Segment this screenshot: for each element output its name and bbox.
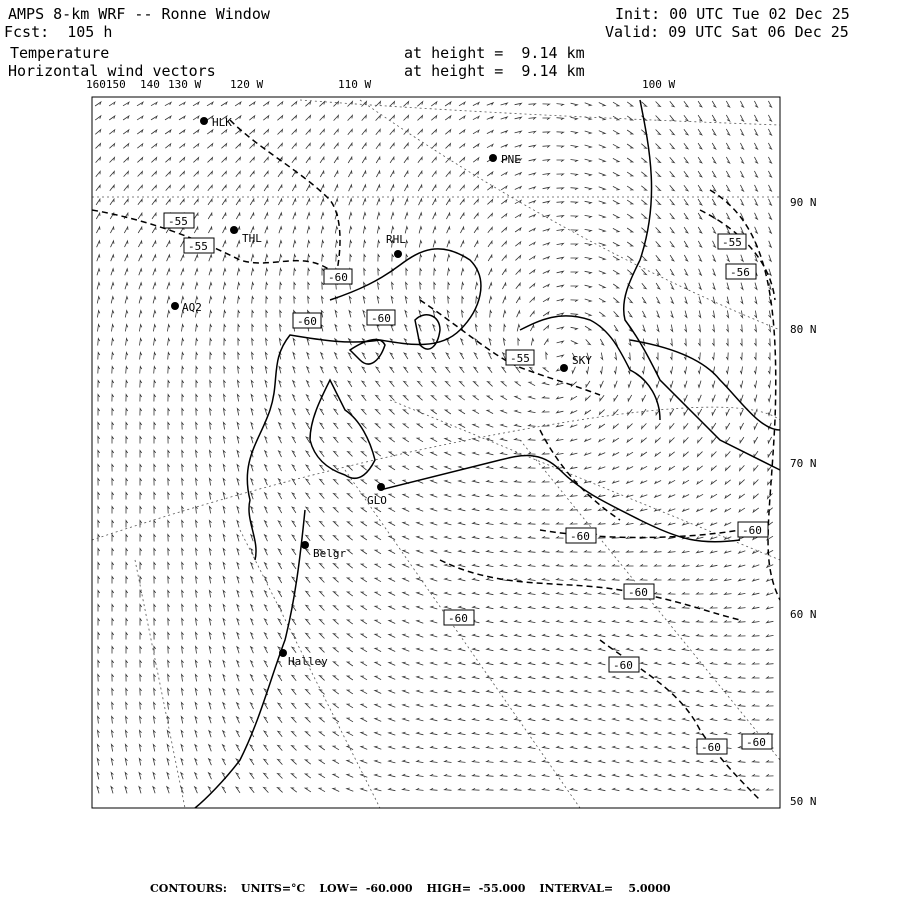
contour-label-box — [726, 264, 756, 279]
lon-label-120w: 120 W — [230, 78, 264, 91]
contour-label-box — [367, 310, 395, 325]
station-dot-sky — [560, 364, 568, 372]
station-dot-aq2 — [171, 302, 179, 310]
svg-text:-60: -60 — [297, 315, 317, 328]
contour-label-box — [718, 234, 746, 249]
svg-text:-55: -55 — [188, 240, 208, 253]
lat-label-70n: 70 N — [790, 457, 817, 470]
contour-label-box — [184, 238, 214, 253]
contour-label-box — [609, 657, 639, 672]
lat-label-90n: 90 N — [790, 196, 817, 209]
contour-label-box — [506, 350, 534, 365]
svg-text:-60: -60 — [742, 524, 762, 537]
wind-vectors-path — [95, 101, 773, 794]
temperature-height: at height = 9.14 km — [404, 44, 585, 62]
lon-label-110w: 110 W — [338, 78, 372, 91]
svg-text:-56: -56 — [730, 266, 750, 279]
station-label-hlk: HLK — [212, 116, 232, 129]
contour-label-box — [697, 739, 727, 754]
svg-text:-60: -60 — [328, 271, 348, 284]
station-label-thl: THL — [242, 232, 262, 245]
graticule-meridian-a — [135, 560, 185, 808]
contour-label-box — [164, 213, 194, 228]
coastline-ronne-front — [247, 249, 481, 560]
field-wind-label: Horizontal wind vectors — [8, 62, 216, 80]
forecast-hour: Fcst: 105 h — [4, 23, 113, 41]
station-dot-glo — [377, 483, 385, 491]
contour-info-footer — [150, 882, 685, 895]
svg-text:-60: -60 — [628, 586, 648, 599]
svg-text:-60: -60 — [613, 659, 633, 672]
footer-contours: CONTOURS: — [150, 882, 227, 895]
svg-text:-60: -60 — [371, 312, 391, 325]
init-time: Init: 00 UTC Tue 02 Dec 25 — [615, 5, 850, 23]
graticule-meridian-d — [520, 440, 780, 760]
svg-text:-60: -60 — [448, 612, 468, 625]
contour-label-box — [324, 269, 352, 284]
temperature-contours — [92, 120, 780, 800]
contour-55-east — [700, 210, 775, 300]
station-label-rhl: RHL — [386, 233, 406, 246]
coastline-antarctic-peninsula — [624, 100, 780, 470]
graticule — [92, 100, 780, 808]
station-label-aq2: AQ2 — [182, 301, 202, 314]
coastline-peninsula-base — [520, 316, 660, 420]
lat-label-80n: 80 N — [790, 323, 817, 336]
station-label-glo: GLO — [367, 494, 387, 507]
station-label-pne: PNE — [501, 153, 521, 166]
contour-label-box — [566, 528, 596, 543]
station-dot-pne — [489, 154, 497, 162]
svg-text:-60: -60 — [570, 530, 590, 543]
footer-low: LOW= -60.000 — [319, 882, 413, 895]
contour-label-box — [444, 610, 474, 625]
wind-vector-field — [95, 101, 773, 794]
station-label-halley: Halley — [288, 655, 328, 668]
contour-label-box — [293, 313, 321, 328]
graticule-parallel-c — [360, 100, 780, 330]
contour-60-south — [440, 560, 740, 620]
footer-high: HIGH= -55.000 — [426, 882, 526, 895]
lon-label-130w: 130 W — [168, 78, 202, 91]
svg-text:-55: -55 — [510, 352, 530, 365]
graticule-meridian-c — [345, 470, 580, 808]
stations — [171, 117, 568, 657]
svg-text:-55: -55 — [722, 236, 742, 249]
contour-label-box — [742, 734, 772, 749]
lat-label-50n: 50 N — [790, 795, 817, 808]
svg-text:-55: -55 — [168, 215, 188, 228]
lon-label-140: 140 — [140, 78, 160, 91]
svg-text:-60: -60 — [701, 741, 721, 754]
station-dot-thl — [230, 226, 238, 234]
station-labels — [182, 116, 592, 668]
lon-label-160-150: 160150 — [86, 78, 126, 91]
graticule-parallel-b — [300, 100, 780, 125]
coastlines — [195, 100, 780, 808]
wind-height: at height = 9.14 km — [404, 62, 585, 80]
contour-label-box — [624, 584, 654, 599]
station-label-belgr: Belgr — [313, 547, 347, 560]
station-dot-rhl — [394, 250, 402, 258]
coastline-peninsula-islands — [630, 340, 780, 430]
map-title: AMPS 8-km WRF -- Ronne Window — [8, 5, 270, 23]
lat-label-60n: 60 N — [790, 608, 817, 621]
contour-60-inner — [540, 430, 620, 520]
lon-label-100w: 100 W — [642, 78, 676, 91]
station-dot-halley — [279, 649, 287, 657]
station-label-sky: SKY — [572, 354, 592, 367]
svg-text:-60: -60 — [746, 736, 766, 749]
coastline-small-island — [350, 340, 385, 364]
valid-time: Valid: 09 UTC Sat 06 Dec 25 — [605, 23, 849, 41]
graticule-meridian-b — [240, 530, 380, 808]
footer-interval: INTERVAL= 5.0000 — [539, 882, 671, 895]
contour-label-box — [738, 522, 768, 537]
contour-labels — [164, 213, 772, 754]
station-dot-belgr — [301, 541, 309, 549]
field-temperature-label: Temperature — [10, 44, 110, 62]
station-dot-hlk — [200, 117, 208, 125]
footer-units: UNITS=°C — [240, 882, 306, 895]
